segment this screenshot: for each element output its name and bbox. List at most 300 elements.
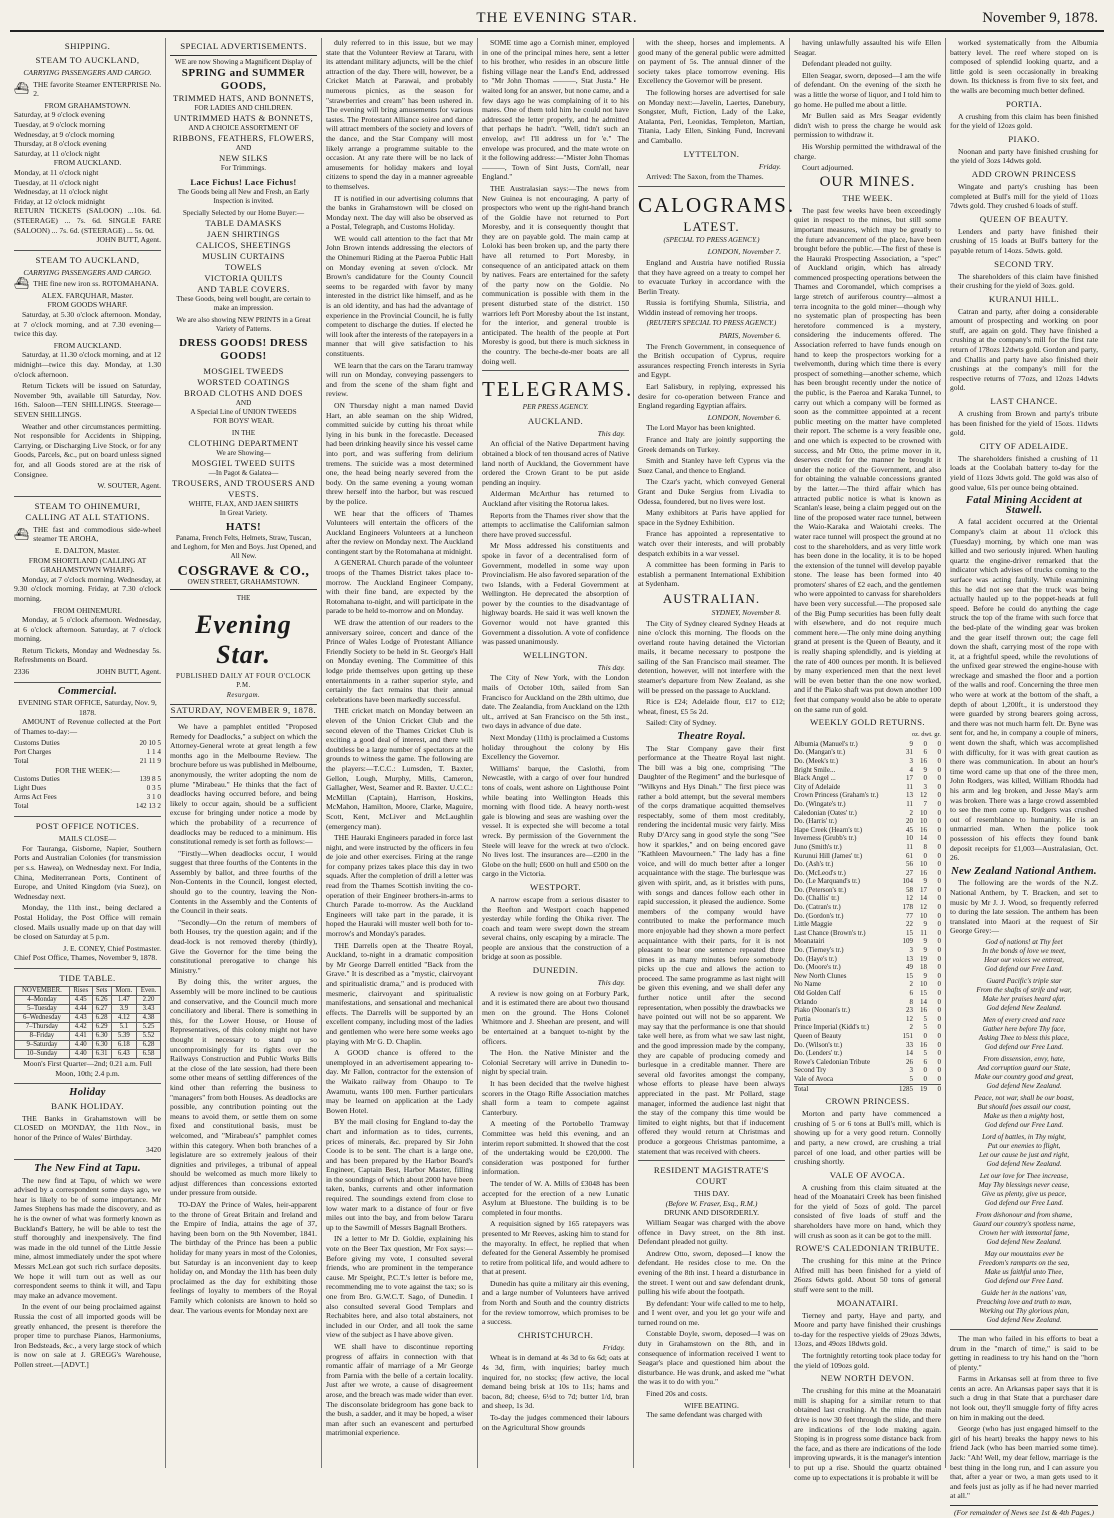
steamship-icon: ⛴ xyxy=(14,81,30,96)
ad-line: FOR LADIES AND CHILDREN. xyxy=(194,104,293,112)
ad-item: —In Pagot & Galatea— xyxy=(208,469,279,477)
agent: JOHN BUTT, Agent. xyxy=(96,235,161,245)
ad-line: UNTRIMMED HATS & BONNETS, xyxy=(173,113,314,123)
time-item: Saturday, at 9 o'clock evening xyxy=(14,110,105,120)
byline: PER PRESS AGENCY. xyxy=(522,403,589,412)
mine-name: Do. (Haye's tr.) xyxy=(794,954,837,963)
mine-name: Queen of Beauty xyxy=(794,1031,842,1040)
gold-amount: 12 xyxy=(906,1014,913,1023)
mine-heading: MOANATAIRI. xyxy=(836,1297,899,1308)
place-heading: WESTPORT. xyxy=(529,881,582,892)
ad-line: AND xyxy=(235,144,252,152)
charge-heading: WIFE BEATING. xyxy=(684,1400,739,1410)
agent: JOHN BUTT, Agent. xyxy=(96,667,161,677)
gold-amount: 0 xyxy=(937,903,941,912)
paragraph: Wingate and party's crushing has been completed at Bull's mill for the yield of 11ozs 7dwts gold. They crushed 6 loads of stuff. xyxy=(950,181,1098,211)
paragraph: Ellen Seagar, sworn, deposed—I am the wife of defendant. On the evening of the sixth he was a little the worse of liquor, and I told him to go home. He pulled me about a little. xyxy=(794,70,941,109)
week-table xyxy=(14,775,161,811)
time-item: Monday, at 11 o'clock night xyxy=(14,167,99,177)
gold-amount: 2 xyxy=(909,1023,913,1032)
anthem-line: Hear our voices we entreat, xyxy=(984,955,1064,964)
mine-name: Last Chance (Brown's tr.) xyxy=(794,928,866,937)
row-label: Light Dues xyxy=(14,784,47,793)
paragraph: WE would call attention to the fact that Mr John Brown intends addressing the electors of the Ohinemuri Riding at the Paeroa Public Hall on Monday evening at seven o'clock. Mr Brown's candidature for the County Council seems to be regarded with favor by many interested in the district like himself, and as he is an old identity, and has had the advantage of experience in the Provincial Council, he is fully competent to discharge the duties. If elected he will look after the interests of the ratepayers in a manner that will give satisfaction to his constituents. xyxy=(326,233,473,358)
gold-amount: 0 xyxy=(937,911,941,920)
table-cell: 6.43 xyxy=(111,1049,136,1058)
table-row xyxy=(15,1031,161,1040)
section-heading: SPECIAL ADVERTISEMENTS. xyxy=(180,41,307,51)
time-item: Thursday, at 8 o'clock evening xyxy=(14,139,107,149)
table-row xyxy=(15,1004,161,1013)
anthem-line: And corruption guard our State, xyxy=(977,1063,1071,1072)
time-item: Tuesday, at 11 o'clock night xyxy=(14,177,99,187)
paragraph: The crushing for this mine at the Moanatairi mill is shaping for a similar return to that obtained last crushing. At the mine the main drive is now 30 feet through the slide, and there are indications of the lode making again. Stoping is in progress some distance back from the face, and as there are indications of the lode improving upwards, it is the manager's intention to put up a rise. Should the quartz obtained come up to expectations it is probable it will be xyxy=(794,1386,941,1482)
from-heading: FROM GOODS WHARF. xyxy=(47,300,128,310)
paragraph: A meeting of the Portobello Tramway Committee was held this evening, and an interim report submitted. It showed that the cost of the undertaking would be £20,000. The consideration was postponed for further information. xyxy=(482,1119,629,1177)
paragraph: England and Austria have notified Russia that they have agreed on a treaty to compel her to evacuate Turkey in accordance with the Berlin Treaty. xyxy=(638,257,785,296)
paragraph: We have a pamphlet entitled "Proposed Remedy for Deadlocks," a subject on which the Attorney-General wrote at great length a few months ago in the Melbourne Review. The brochure before us was published in Melbourne, anonymously, the writer adopting the nom de plume "Mirabeau." He thinks that the fact of deadlocks having occurred before, and being likely to occur again, should be a sufficient excuse for bringing under notice a mode by which the probability of a recurrence of deadlocks may be reduced to a minimum. His constitutional remedy is set forth as follows:— xyxy=(170,721,317,847)
gold-amount: 0 xyxy=(937,980,941,989)
gold-returns-table xyxy=(794,740,941,1093)
table-row xyxy=(794,1058,941,1067)
gold-amount: 4 xyxy=(909,765,913,774)
time-item: Saturday, at 11 o'clock night xyxy=(14,148,101,158)
table-cell: 6.30 xyxy=(92,1040,111,1049)
paragraph: Next Monday (11th) is proclaimed a Customs holiday throughout the colony by His Excellency the Governor. xyxy=(482,733,629,762)
mine-name: Do. (Mangan's tr.) xyxy=(794,748,846,757)
ad-line: SPRING and SUMMER GOODS, xyxy=(181,67,306,92)
gold-amount: 0 xyxy=(937,963,941,972)
paragraph: The City of Sydney cleared Sydney Heads at nine o'clock this morning. The floods on the overland route having detained the Victorian mails, it became necessary to postpone the sailing of the San Francisco mail steamer. The detention, however, will not interfere with the steamer's departure from New Zealand, as she will be pressed on the passage to Auckland. xyxy=(638,618,785,695)
section-heading: Holiday xyxy=(69,1087,106,1099)
subheading: MAILS CLOSE— xyxy=(58,834,117,844)
ad-line: RIBBONS, FEATHERS, FLOWERS, xyxy=(172,133,315,143)
row-value: 20 10 5 xyxy=(139,738,161,747)
table-cell: 5.39 xyxy=(111,1031,136,1040)
row-label: Customs Duties xyxy=(14,775,60,784)
ship-line xyxy=(14,80,161,99)
ad-te-aroha xyxy=(14,501,161,677)
row-label: Customs Duties xyxy=(14,738,60,747)
paragraph: TO-DAY the Prince of Wales, heir-apparent to the throne of Great Britain and Ireland and the Empire of India, attains the age of 37, having been born on the 9th November, 1841. The birthday of the Prince has been a public holiday for many years in most of the Colonies, but Saturday is an inconvenient day to keep holiday on, and Monday the 11th has been duly proclaimed as the day for exhibiting those feelings of loyalty to members of the Royal Family which colonists are known to hold so dear. The various events for Monday next are xyxy=(170,1200,317,1315)
table-cell: 4.41 xyxy=(69,1031,92,1040)
prints-note: We are also showing NEW PRINTS in a Great Variety of Patterns. xyxy=(176,316,311,333)
table-row xyxy=(794,860,941,869)
divider xyxy=(14,1159,161,1160)
row-label: Port Charges xyxy=(14,747,52,756)
paragraph: The same defendant was charged with xyxy=(646,1410,763,1420)
paragraph: A crushing from Brown and party's tribute has been finished for the yield of 15ozs. 11dwts gold. xyxy=(950,409,1098,438)
column-5 xyxy=(634,38,796,1468)
gold-amount: 26 xyxy=(906,1057,913,1066)
table-cell: 3.9 xyxy=(111,1004,136,1013)
editorial xyxy=(170,722,317,1315)
header-cell: Rises xyxy=(69,986,92,995)
gold-amount: 0 xyxy=(937,989,941,997)
gold-amount: 0 xyxy=(937,1074,941,1083)
gold-amount: 12 xyxy=(920,903,927,912)
gold-amount: 3 xyxy=(909,1066,913,1075)
paragraph: Court adjourned. xyxy=(802,163,854,173)
paragraph: with the sheep, horses and implements. A good many of the general public were admitted on payment of 5s. The annual dinner of the society takes place tomorrow evening. His Excellency the Governor will be present. xyxy=(638,38,785,86)
mine-name: Black Angel ... xyxy=(794,774,836,783)
table-row xyxy=(794,757,941,766)
paragraph: Wheat is in demand at 4s 3d to 6s 6d; oats at 4s 3d, firm, with inquiries; barley much inquired for, no stocks; (few active, the local demand being brisk at 10s to 11s; hams and bacon, 8d; cheese, 6½d to 7d; butter 1/d, bran and sheep, 1s 3d. xyxy=(482,1353,629,1411)
divider xyxy=(950,1329,1098,1330)
gold-amount: 61 xyxy=(906,851,913,860)
paragraph: The French Government, in consequence of the British occupation of Cyprus, require assurances respecting French interests in Syria and Egypt. xyxy=(638,341,785,380)
table-row xyxy=(794,1049,941,1058)
anthem-line: May Thy blessings never cease, xyxy=(978,1180,1070,1189)
items-note: These Goods, being well bought, are certain to make an impression. xyxy=(176,295,311,312)
paragraph: The Czar's yacht, which conveyed General Grant and Duke Sergius from Livadia to Odessa, foundered, but no lives were lost. xyxy=(638,477,785,506)
paragraph: The crushing for this mine at the Prince Alfred mill has been finished for a yield of 26ozs 6dwts gold. About 50 tons of general stuff were sent to the mill. xyxy=(794,1256,941,1295)
table-cell: 4.40 xyxy=(69,1049,92,1058)
table-cell: 6.31 xyxy=(92,1049,111,1058)
table-row xyxy=(794,1023,941,1032)
gold-amount: 56 xyxy=(906,860,913,869)
anthem-line: From dishonour and from shame, xyxy=(975,1210,1073,1219)
dateline: SYDNEY, November 8. xyxy=(711,607,781,617)
footer: Chief Post Office, Thames, November 9, 1878. xyxy=(14,953,158,963)
gold-amount: 0 xyxy=(937,868,941,877)
gold-amount: 13 xyxy=(906,791,913,800)
times-list xyxy=(14,168,161,206)
table-row xyxy=(794,1075,941,1084)
table-cell: 4.12 xyxy=(111,1013,136,1022)
paragraph: The following horses are advertised for sale on Monday next:—Javelin, Laertes, Danebury, Songster, Muft, Fiction, Lady of the Lake, Atalanta, Peri, Leonidas, Templeton, Martian, Titania, Lady Ellen, Sinking Fund, Increvani and Camballo. xyxy=(638,87,785,145)
gold-amount: 0 xyxy=(937,1084,941,1093)
ad-item: AND xyxy=(235,399,252,407)
gold-amount: 0 xyxy=(937,971,941,980)
section-heading: Commercial. xyxy=(57,685,117,697)
ad-item: VICTORIA QUILTS xyxy=(204,273,283,283)
ad-title: STEAM TO AUCKLAND, xyxy=(35,55,140,65)
time-item: Tuesday, at 9 o'clock morning xyxy=(14,119,106,129)
masthead-title: THE EVENING STAR. xyxy=(476,10,638,26)
paragraph: worked systematically from the Albumia battery level. The reef where stoped on is composed of splendid looking quartz, and a little gold is seen occasionally in breaking down. Its thickness is from five to six feet, and the walls are becoming much better defined. xyxy=(950,38,1098,95)
mine-name: Second Try xyxy=(794,1066,827,1075)
paragraph: ON Thursday night a man named David Hart, an able seaman on the ship Widred, committed suicide by cutting his throat while lying in his bunk in the forecastle. Deceased had been drinking heavily since his vessel came into port, and was suffering from delirium tremens. The suicide was a most determined one, the head being nearly severed from the body. On the same evening a young woman threw herself into the harbor, but was rescued by the police. xyxy=(326,400,473,506)
ad-item: TOWELS xyxy=(224,262,263,272)
table-row xyxy=(794,852,941,861)
gold-amount: 0 xyxy=(937,997,941,1006)
return-note: Return Tickets, Monday and Wednesday 5s. Refreshments on Board. xyxy=(14,645,161,665)
table-cell: 4.44 xyxy=(69,1004,92,1013)
byline: (REUTER'S SPECIAL TO PRESS AGENCY.) xyxy=(646,319,777,328)
mines-heading: OUR MINES. xyxy=(819,173,916,190)
table-row xyxy=(794,869,941,878)
column-7 xyxy=(946,38,1102,1517)
table-cell: 6–Wednesday xyxy=(15,1013,70,1022)
divider xyxy=(14,682,161,683)
post-office-section xyxy=(14,821,161,963)
table-row xyxy=(794,886,941,895)
row-value: 1 1 4 xyxy=(146,747,161,756)
return-note: Return Tickets will be issued on Saturday, November 9th, available till Saturday, Nov. 16th. Saloon—TEN SHILLINGS. Steerage—SEVEN SHILLINGS. xyxy=(14,381,161,419)
paragraph: The shareholders finished a crushing of 11 loads at the Coolabah battery to-day for the yield of 11ozs 3dwts gold. The gold was also of good value, 61s per ounce being obtained. xyxy=(950,453,1098,492)
table-row xyxy=(794,903,941,912)
gold-amount: 77 xyxy=(906,911,913,920)
gold-amount: 7 xyxy=(923,799,927,808)
table-row xyxy=(794,920,941,929)
ship-name: THE fast and commodious side-wheel steamer TE AROHA, xyxy=(33,524,161,544)
gold-amount: 0 xyxy=(937,851,941,860)
table-cell: 6.26 xyxy=(92,995,111,1004)
paragraph: WE hear that the officers of Thames Volunteers will entertain the officers of the Auckland Engineers Volunteers at a luncheon after the review on Monday next. The Auckland contingent start by the Rotomahana at midnight. xyxy=(326,508,473,556)
place-heading: CHRISTCHURCH. xyxy=(517,1329,594,1340)
mine-name: Do. (Gordon's tr.) xyxy=(794,911,844,920)
anthem-line: God of nations! at Thy feet xyxy=(985,937,1063,946)
fichus-line: Lace Fichus! Lace Fichus! xyxy=(190,177,297,187)
steamship-icon: ⛴ xyxy=(14,526,30,541)
times-list xyxy=(14,110,161,158)
paragraph: The Hon. the Native Minister and the Colonial Secretary will arrive in Dunedin to-night by special train. xyxy=(482,1048,629,1077)
gold-amount: 0 xyxy=(937,817,941,826)
ship-name: THE favorite Steamer ENTERPRISE No. 2. xyxy=(33,79,161,99)
gold-amount: 14 xyxy=(920,894,927,903)
gold-amount: 0 xyxy=(937,860,941,869)
ad-item: WORSTED COATINGS xyxy=(197,377,290,387)
paragraph: Farms in Arkansas sell at from three to five cents an acre. An Arkansas paper says that it is such a drug in that State that a purchaser dare not look out, they'll smuggle forty of fifty acres on him in making out the deed. xyxy=(950,1374,1098,1422)
table-cell: 4.43 xyxy=(69,1013,92,1022)
table-row xyxy=(794,998,941,1007)
logo-sub: PUBLISHED DAILY AT FOUR O'CLOCK P.M. xyxy=(176,672,311,690)
paragraph: having unlawfully assaulted his wife Ellen Seagar. xyxy=(794,38,941,57)
row-label: Total xyxy=(14,802,29,811)
paragraph: For Tauranga, Gisborne, Napier, Southern Ports and Australian Colonies (for transmission per s.s. Hawea), on Wednesday next. For India, China, Mediterranean Ports, Continent of Europe, and United Kingdom (via Suez), on Wednesday next. xyxy=(14,843,161,901)
paragraph: THE cricket match on Monday between an eleven of the Union Cricket Club and the second eleven of the Thames Cricket Club is exciting a good deal of interest, and there will doubtless be a large number of spectators at the grounds to witness the game. The following are the players:—T.C.C.: Lumsden, T. Baxter, Gellon, Lough, Murphy, Mills, Cameron, Gallagher, West, Seamer and R. Baxter. U.C.C.: McMillan (Captain), Harrison, Hoskins, McMahon, Hamilton, Moore, Clarke, Maguire, Scott, Kent, McLiver and McLaughlin (emergency man). xyxy=(326,706,473,831)
paragraph: duly referred to in this issue, but we may state that the Volunteer Review at Tararu, with its attendant military adjuncts, will be the chief attraction of the day. There will, however, be a Cricket Match at Parawai, and probably numerous picnics, as the season for "strawberries and cream" has been ushered in. The evening will bring amusements for various tastes. The Protestant Alliance soiree and dance will attract members of the society and lovers of the dance, and the Star Company will most likely arrange a programme suitable to the occasion. At any rate there will be no lack of amusements for holiday makers and loyal citizens to spend the day in a manner agreeable to themselves. xyxy=(326,38,473,191)
ad-item: JAEN SHIRTINGS xyxy=(206,229,281,239)
holiday-section xyxy=(14,1088,161,1154)
column-1 xyxy=(10,38,166,1468)
gold-amount: 0 xyxy=(937,928,941,937)
gold-amount: 16 xyxy=(920,1040,927,1049)
latest-heading: LATEST. xyxy=(683,218,740,234)
anthem-line: Make us faithful unto Thee, xyxy=(984,1267,1064,1276)
ad-item: MUSLIN CURTAINS xyxy=(202,251,285,261)
dateline: EVENING STAR OFFICE, Saturday, Nov. 9, 1878. xyxy=(18,698,157,717)
table-row xyxy=(15,995,161,1004)
table-row xyxy=(794,791,941,800)
gold-amount: 5 xyxy=(923,1049,927,1058)
anthem-line: God defend our Free Land. xyxy=(984,1120,1064,1129)
gold-amount: 20 xyxy=(906,817,913,826)
table-cell: 6.58 xyxy=(137,1049,161,1058)
gold-amount: 31 xyxy=(906,748,913,757)
table-cell: 4.45 xyxy=(69,995,92,1004)
paragraph: Catran and party, after doing a considerable amount of prospecting and working on poor stuff, are again on gold. They have finished a crushing at the company's mill for the first rate return of 178ozs 12dwts gold. Gordon and party, and Challis and party have also finished their crushings at the company's mill for the respective returns of 77ozs, and 12ozs 14dwts gold. xyxy=(950,306,1098,393)
divider xyxy=(14,816,161,817)
mine-name: Total xyxy=(794,1084,809,1093)
fares: RETURN TICKETS (SALOON) ...10s. 6d. (STEERAGE) ... 7s. 6d. SINGLE FARE (SALOON) ... 7s. 6d. (STEERAGE) ... 5s. 0d. xyxy=(14,206,161,235)
steamship-icon: ⛴ xyxy=(14,276,30,291)
ad-title: STEAM TO OHINEMURI, CALLING AT ALL STATIONS. xyxy=(25,500,150,522)
paragraph: It has been decided that the twelve highest scorers in the Otago Rifle Association matches shall form a team to compete against Canterbury. xyxy=(482,1079,629,1117)
day-label: This day. xyxy=(597,428,625,438)
table-row xyxy=(794,894,941,903)
mine-heading: CROWN PRINCESS. xyxy=(825,1096,910,1107)
mine-name: Old Golden Calf xyxy=(794,989,841,997)
table-row xyxy=(794,843,941,852)
paragraph: By doing this, the writer argues, the Assembly will be more inclined to be cautious and conservative, and the Council much more conciliatory and liberal. There is something in this, for the Lower House, or House of Representatives, of this colony might not have thought it necessary to stand up so uncompromisingly for its rights over the Railways Construction and Public Works Bills at the close of the late session, had there been some other means of settling differences of the kind other than referring the business to "managers" from both Houses. As deadlocks are possible, any contribution pointing out the means to avoid them, or settle them on some fixed and constitutional basis, must be welcomed, and "Mirabeau's" pamphlet comes within this category. When both branches of a legislature are so extremely jealous of their dignities and privileges, a tribunal of appeal should be welcomed as much more likely to adjust differences than concessions extorted under pressure from outside. xyxy=(170,977,317,1198)
paragraph: THE Australasian says:—The news from New Guinea is not encouraging. A party of prospectors who went up the right-hand branch of the Goldie have not returned to Port Moresby, and it is consequently thought that they are on payable gold. The main camp at Loloki has been broken up, and the party there have all returned to Port Moresby, in consequence of an anticipated attack on them by natives. Fears are entertained for the safety of the party now on the Goldie. No communication is possible with them in the present disturbed state of the district. 150 warriors left Port Moresby about the 1st instant, for the interior, and general trouble is anticipated. The health of the people at Port Moresby is good, but there is much sickness in the country. The beche-de-mer boats are all doing well. xyxy=(482,183,629,366)
place-heading: DUNEDIN. xyxy=(532,965,579,976)
anthem-line: Gather here before Thy face, xyxy=(982,1024,1066,1033)
gold-amount: 0 xyxy=(937,791,941,800)
gold-amount: 0 xyxy=(937,920,941,929)
divider xyxy=(482,370,629,371)
time-item: Wednesday, at 11 o'clock night xyxy=(14,187,108,197)
paragraph: A crushing from this claim has been finished for the yield of 12ozs gold. xyxy=(950,111,1098,131)
mine-heading: QUEEN OF BEAUTY. xyxy=(979,213,1069,224)
gold-amount: 0 xyxy=(937,782,941,791)
gold-amount: 15 xyxy=(920,989,927,997)
table-row xyxy=(794,834,941,843)
mine-name: Do. (Wingate's tr.) xyxy=(794,799,846,808)
mine-heading: NEW NORTH DEVON. xyxy=(820,1373,915,1384)
ad-item: AND TABLE COVERS. xyxy=(197,284,290,294)
gold-amount: 16 xyxy=(920,868,927,877)
gold-amount: 0 xyxy=(937,946,941,955)
table-row xyxy=(14,775,161,784)
firm-address: OWEN STREET, GRAHAMSTOWN. xyxy=(187,578,300,586)
mine-name: Hape Creek (Hearn's tr.) xyxy=(794,825,863,834)
column-4 xyxy=(478,38,634,1468)
table-cell: 5.1 xyxy=(111,1022,136,1031)
paragraph: "Firstly—When deadlocks occur, I would suggest that three fourths of the Contents in the Assembly by ballot, and three fourths of the Non-Contents in the Council, longest elected, should go to the country, leaving the Non-Contents in the Assembly and the Contents of the Council in their seats. xyxy=(170,848,317,916)
row-label: Arms Act Fees xyxy=(14,793,57,802)
masthead-date: November 9, 1878. xyxy=(982,10,1098,26)
mine-name: Moanatairi xyxy=(794,937,825,946)
ad-line: NEW SILKS xyxy=(218,153,269,163)
day-label: This day. xyxy=(597,978,625,988)
gold-amount: 0 xyxy=(923,1031,927,1040)
anthem-line: In the bonds of love we meet, xyxy=(982,946,1066,955)
gold-amount: 14 xyxy=(920,834,927,843)
gold-amount: 6 xyxy=(909,989,913,997)
mine-name: Do. (Le Marquand's tr.) xyxy=(794,877,860,886)
anthem-line: Let our love for Thee increase, xyxy=(979,1171,1069,1180)
anthem-line: God defend our Free Land. xyxy=(984,1198,1064,1207)
gold-amount: 10 xyxy=(920,860,927,869)
paragraph: Alderman McArthur has returned to Auckland after visiting the Rotorua lakes. xyxy=(482,489,629,508)
paragraph: Defendant pleaded not guilty. xyxy=(802,59,892,69)
mine-name: Crown Princess (Graham's tr.) xyxy=(794,791,879,800)
gold-amount: 5 xyxy=(909,1074,913,1083)
week-label: FOR THE WEEK:— xyxy=(55,765,120,775)
byline: (SPECIAL TO PRESS AGENCY.) xyxy=(663,235,760,244)
ship-line xyxy=(14,276,161,291)
anthem-line: God defend our Free Land. xyxy=(984,1042,1064,1051)
gold-amount: 9 xyxy=(923,920,927,929)
gold-amount: 9 xyxy=(923,971,927,980)
paragraph: Arrived: The Saxon, from the Thames. xyxy=(646,172,764,182)
table-cell: 5.25 xyxy=(137,1022,161,1031)
table-cell: 8–Friday xyxy=(15,1031,70,1040)
paragraph: A GOOD chance is offered to the unemployed in an advertisement appearing to-day. Mr Fallon, contractor for the extension of the Waikato railway from Ohaupo to Te Awamutu, wants 100 men. Further particulars may be learned on application at the Lady Bowen Hotel. xyxy=(326,1048,473,1115)
section-heading: POST OFFICE NOTICES. xyxy=(35,821,140,832)
gold-amount: 0 xyxy=(937,1057,941,1066)
gold-amount: 0 xyxy=(937,1031,941,1040)
mine-name: Inverness (Grubb's tr.) xyxy=(794,834,857,843)
gold-amount: 15 xyxy=(906,971,913,980)
mine-heading: LAST CHANCE. xyxy=(990,396,1058,407)
gold-amount: 10 xyxy=(920,911,927,920)
ship-name: THE fine new iron ss. ROTOMAHANA. xyxy=(33,279,159,289)
mine-name: Do. (Lenders' tr.) xyxy=(794,1049,842,1058)
gold-amount: 11 xyxy=(920,928,927,937)
tide-section xyxy=(14,973,161,1078)
table-row xyxy=(794,946,941,955)
table-row xyxy=(794,1084,941,1093)
paragraph: Mr Moss addressed his constituents and spoke in favor of a decentralised form of Government, modelled in some way upon Provincialism. He also favored separation of the two Islands, with a Federal Government at Wellington. He deprecated the absorption of power by the counties to the disadvantage of highway boards. He said it was well known the Governor would not have granted this Government a dissolution. A vote of confidence was passed unanimously. xyxy=(482,541,629,647)
anthem-line: Let our cause be just and right, xyxy=(978,1150,1070,1159)
anthem-line: Working out Thy glorious plan, xyxy=(979,1306,1069,1315)
issue-dateline: SATURDAY, NOVEMBER 9, 1878. xyxy=(170,704,317,718)
mine-name: Rowe's Caledonian Tribute xyxy=(794,1057,870,1066)
paragraph: William Seagar was charged with the above offence in Davy street, on the 8th inst. Defendant pleaded not guilty. xyxy=(638,1217,785,1247)
column-6 xyxy=(790,38,946,1482)
mine-name: Do. (Ash's tr.) xyxy=(794,860,834,869)
moon-note: Moon's First Quarter—2nd; 0.21 a.m. Full Moon, 10th; 2.4 p.m. xyxy=(23,1058,152,1078)
times: Saturday, at 5.30 o'clock afternoon. Monday, at 7 o'clock morning, and at 7.30 evening—twice this day. xyxy=(14,310,161,339)
mine-name: Little Maggie xyxy=(794,920,833,929)
firm-name: COSGRAVE & CO., xyxy=(177,564,310,579)
paragraph: Monday, the 11th inst., being declared a Postal Holiday, the Post Office will remain closed. Mails usually made up on that day will be closed on Saturday at 5 p.m. xyxy=(14,903,161,942)
anthem-line: Make her praises heard afar, xyxy=(982,994,1066,1003)
paragraph: France and Italy are jointly supporting the Greek demands on Turkey. xyxy=(638,435,785,454)
anthem-line: Crown her with immortal fame, xyxy=(978,1228,1070,1237)
day-label: This day. xyxy=(597,662,625,672)
day-label: Friday. xyxy=(602,1342,625,1352)
paragraph: To-day the judges commenced their labours on the Agricultural Show grounds xyxy=(482,1413,629,1432)
gold-amount: 2 xyxy=(909,808,913,817)
from-heading: FROM GRAHAMSTOWN. xyxy=(44,100,131,110)
gold-amount: 0 xyxy=(923,1066,927,1075)
paragraph: The tender of W. A. Mills of £3048 has been accepted for the erection of a new Lunatic Asylum at Bluestone. The building is to be completed in four months. xyxy=(482,1178,629,1217)
header-cell: Morn. xyxy=(111,986,136,995)
table-cell: 5–Tuesday xyxy=(15,1004,70,1013)
gold-amount: 49 xyxy=(906,963,913,972)
anthem-line: Guide her in the nations' van, xyxy=(981,1288,1067,1297)
table-row xyxy=(15,1040,161,1049)
table-row xyxy=(794,963,941,972)
paragraph: Fined 20s and costs. xyxy=(646,1389,708,1399)
gold-amount: 8 xyxy=(923,842,927,851)
table-row xyxy=(794,766,941,775)
table-row xyxy=(15,1022,161,1031)
table-row xyxy=(794,740,941,749)
table-row xyxy=(794,912,941,921)
paragraph: A GENERAL Church parade of the volunteer troops of the Thames District takes place to-morrow. The Auckland Engineer Company, with their fine band, are expected by the Rotomahana to-night, and will participate in the parade to be held to-morrow and on Monday. xyxy=(326,558,473,616)
ad-item: TROUSERS, AND TROUSERS AND VESTS. xyxy=(172,478,315,499)
mine-name: No Name xyxy=(794,980,822,989)
returns-heading: WEEKLY GOLD RETURNS. xyxy=(809,717,926,728)
goods-note: The Goods being all New and Fresh, an Early Inspection is invited. xyxy=(177,188,310,205)
mine-name: Orlando xyxy=(794,997,817,1006)
gold-amount: 6 xyxy=(923,1057,927,1066)
table-row xyxy=(794,980,941,989)
ad-rotomahana xyxy=(14,255,161,491)
gold-amount: 0 xyxy=(937,1066,941,1075)
paragraph: The man who failed in his efforts to beat a drum in the "march of time," is said to be getting in readiness to try his hand on the "horn of plenty." xyxy=(950,1333,1098,1372)
paragraph: WE learn that the cars on the Tararu tramway will run on Monday, conveying passengers to and from the scene of the sham fight and review. xyxy=(326,360,473,399)
mine-heading: SECOND TRY. xyxy=(994,258,1054,269)
paragraph: The fortnightly retorting took place today for the yield of 109ozs gold. xyxy=(794,1351,941,1370)
anthem-line: Make our country good and great, xyxy=(974,1072,1074,1081)
